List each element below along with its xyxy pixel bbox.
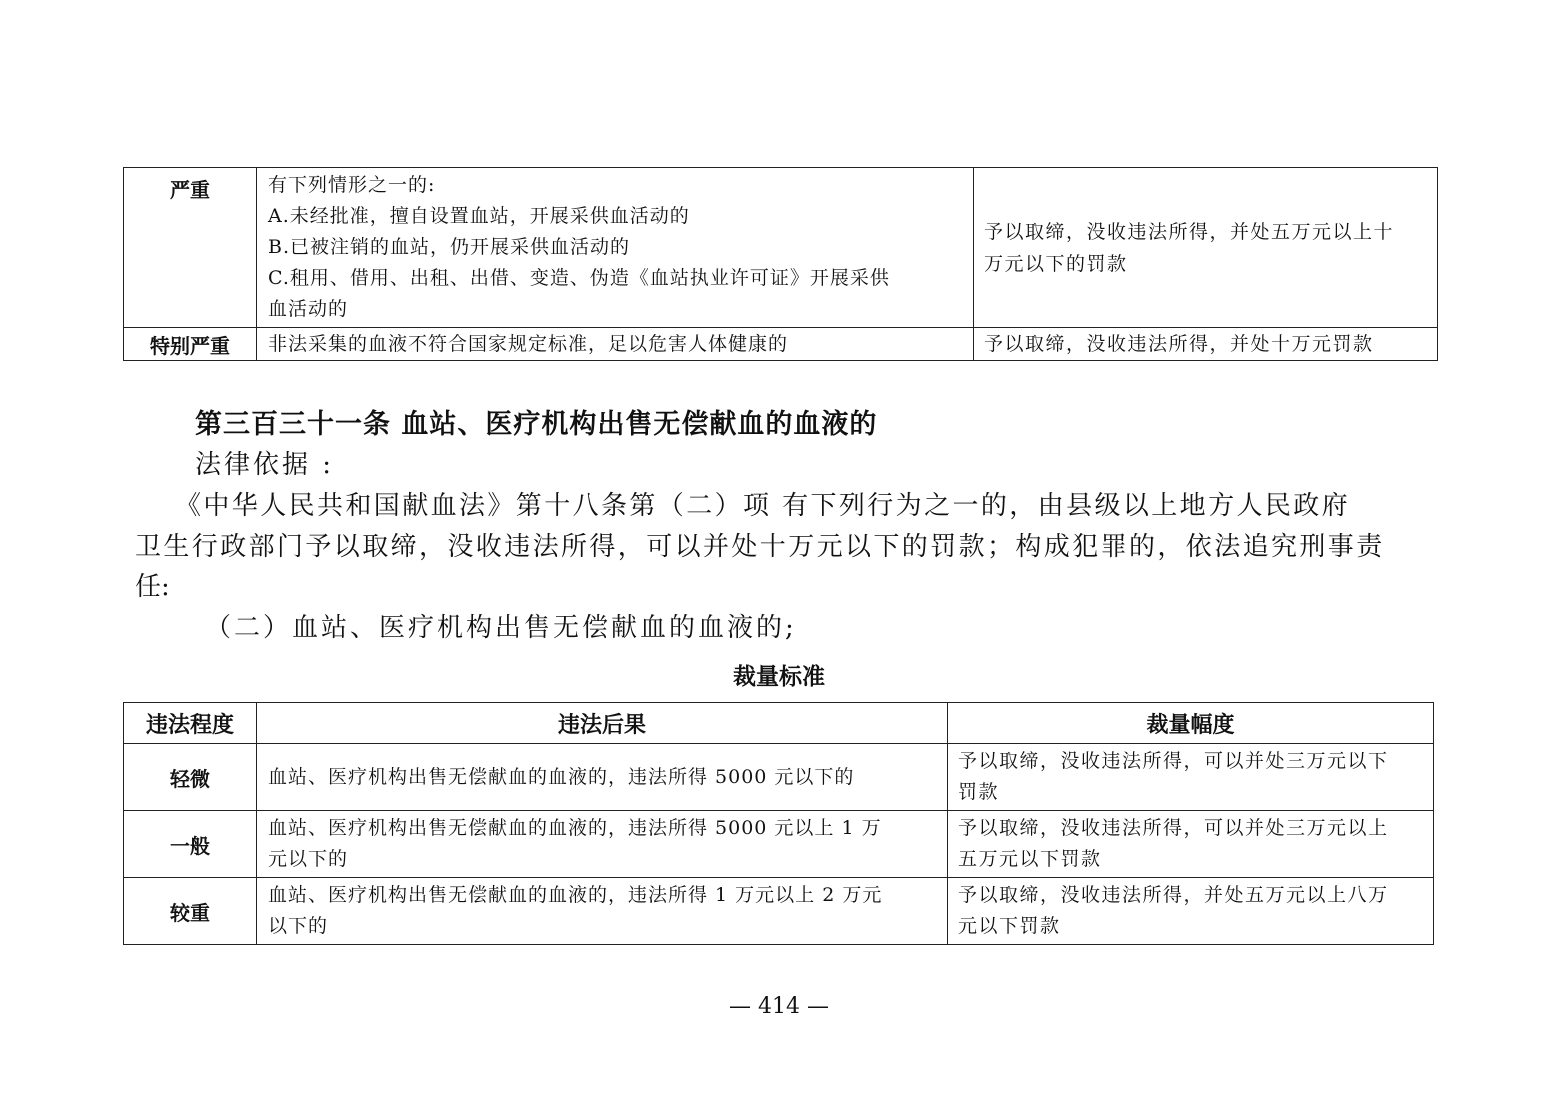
page-number: — 414 — — [729, 994, 829, 1019]
cell-line: 血站、医疗机构出售无偿献血的血液的，违法所得 1 万元以上 2 万元 — [268, 884, 883, 906]
column-header: 违法程度 — [124, 703, 257, 744]
cell-line: 元以下罚款 — [958, 915, 1061, 937]
cell-line: 五万元以下罚款 — [958, 848, 1102, 870]
cell-line: 血站、医疗机构出售无偿献血的血液的，违法所得 5000 元以上 1 万 — [268, 817, 882, 839]
cell-line: 万元以下的罚款 — [984, 252, 1128, 275]
discretion-cell — [948, 811, 1434, 878]
table-row — [124, 168, 1438, 328]
cell-line: B.已被注销的血站，仍开展采供血活动的 — [268, 236, 631, 258]
consequence-cell — [257, 878, 948, 945]
severity-cell: 一般 — [124, 811, 257, 878]
cell-line: A.未经批准，擅自设置血站，开展采供血活动的 — [268, 205, 690, 227]
legal-basis-paragraph-line: 卫生行政部门予以取缔，没收违法所得，可以并处十万元以下的罚款；构成犯罪的，依法追究刑事责 — [135, 532, 1385, 562]
table-row — [124, 328, 1438, 361]
table-row — [124, 744, 1434, 811]
discretion-cell — [974, 328, 1438, 361]
cell-line: 血活动的 — [268, 298, 349, 320]
column-header: 裁量幅度 — [948, 703, 1434, 744]
section-heading: 第三百三十一条 血站、医疗机构出售无偿献血的血液的 — [195, 409, 878, 440]
legal-basis-item: （二）血站、医疗机构出售无偿献血的血液的; — [205, 613, 797, 643]
severity-cell: 较重 — [124, 878, 257, 945]
table-caption: 裁量标准 — [733, 664, 825, 690]
cell-line: 有下列情形之一的: — [268, 174, 436, 196]
table-row — [124, 811, 1434, 878]
column-header: 违法后果 — [257, 703, 948, 744]
discretion-standard-table — [123, 702, 1434, 945]
consequence-cell — [257, 811, 948, 878]
cell-line: 予以取缔，没收违法所得，并处十万元罚款 — [984, 333, 1374, 355]
cell-line: 予以取缔，没收违法所得，可以并处三万元以上 — [958, 817, 1389, 839]
cell-line: 元以下的 — [268, 848, 349, 870]
legal-basis-paragraph-line: 任: — [135, 572, 170, 602]
cell-line: 以下的 — [268, 915, 329, 937]
penalty-table-continued — [123, 167, 1438, 361]
cell-line: 非法采集的血液不符合国家规定标准，足以危害人体健康的 — [268, 332, 789, 355]
severity-cell: 特别严重 — [124, 328, 257, 361]
legal-basis-paragraph-line: 《中华人民共和国献血法》第十八条第（二）项 有下列行为之一的，由县级以上地方人民政府 — [175, 491, 1351, 521]
cell-line: 予以取缔，没收违法所得，并处五万元以上八万 — [958, 884, 1389, 906]
cell-line: C.租用、借用、出租、出借、变造、伪造《血站执业许可证》开展采供 — [268, 267, 890, 289]
table-header-row — [124, 703, 1434, 744]
cell-line: 予以取缔，没收违法所得，可以并处三万元以下 — [958, 750, 1389, 772]
discretion-cell — [948, 878, 1434, 945]
consequence-cell — [257, 168, 974, 328]
table-row — [124, 878, 1434, 945]
cell-line: 予以取缔，没收违法所得，并处五万元以上十 — [984, 220, 1395, 243]
discretion-cell — [948, 744, 1434, 811]
consequence-cell — [257, 744, 948, 811]
legal-basis-label: 法律依据 : — [195, 450, 335, 480]
cell-line: 血站、医疗机构出售无偿献血的血液的，违法所得 5000 元以下的 — [268, 765, 855, 788]
severity-cell: 严重 — [124, 168, 257, 328]
consequence-cell — [257, 328, 974, 361]
discretion-cell — [974, 168, 1438, 328]
severity-cell: 轻微 — [124, 744, 257, 811]
cell-line: 罚款 — [958, 781, 1000, 803]
